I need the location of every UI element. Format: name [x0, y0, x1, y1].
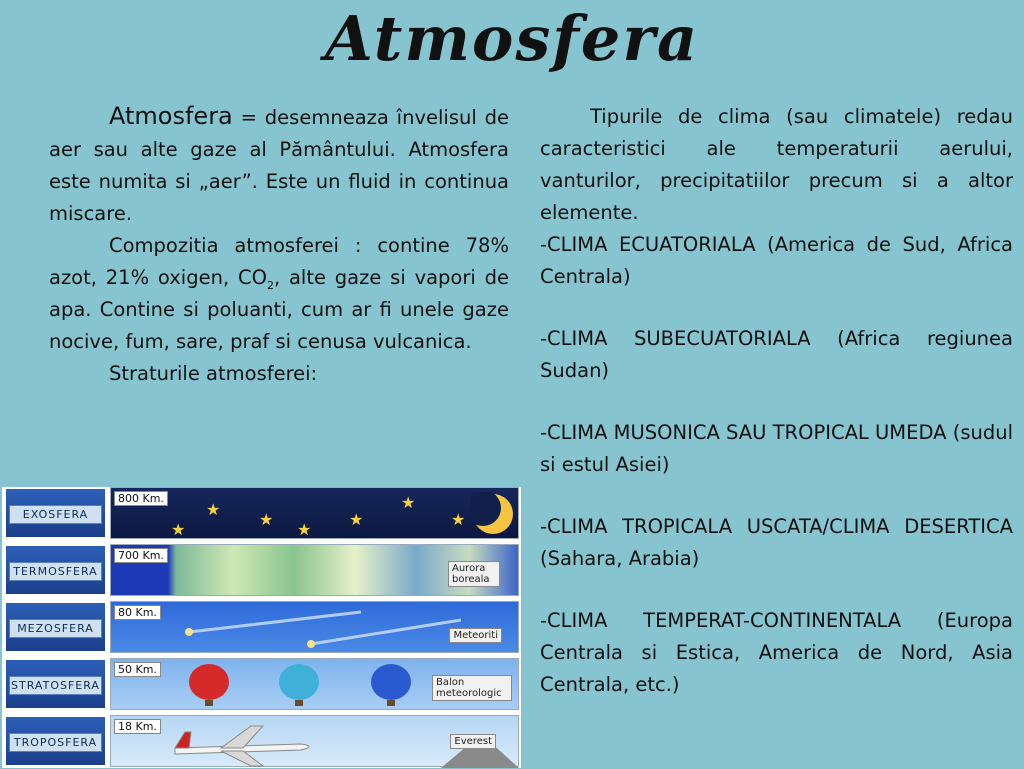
layer-name: EXOSFERA — [9, 505, 102, 524]
mesosphere-scene — [110, 601, 519, 653]
paragraph-layers-heading: Straturile atmosferei: — [109, 362, 318, 385]
stratosphere-scene — [110, 658, 519, 710]
climate-item-4: -CLIMA TROPICALA USCATA/CLIMA DESERTICA (Sahara, Arabia) — [540, 515, 1013, 570]
aurora-label: Aurora boreala — [448, 561, 500, 587]
altitude-label: 18 Km. — [114, 719, 161, 734]
definition-text: = desemneaza învelisul de aer sau alte gaze al Pământului. Atmosfera este numita si „aer”. Este un fluid in continua miscare. — [49, 106, 509, 225]
troposphere-scene — [110, 715, 519, 767]
layer-stratosfera — [2, 658, 521, 712]
climate-intro: Tipurile de clima (sau climatele) redau caracteristici ale temperaturii aerului, vanturilor, precipitatiilor precum si a altor elemente. — [540, 105, 1013, 224]
altitude-label: 50 Km. — [114, 662, 161, 677]
everest-label: Everest — [450, 734, 496, 749]
layer-troposfera — [2, 715, 521, 769]
layer-exosfera — [2, 487, 521, 541]
paragraph-composition — [49, 230, 509, 358]
climate-item-1: -CLIMA ECUATORIALA (America de Sud, Africa Centrala) — [540, 233, 1013, 288]
altitude-label: 800 Km. — [114, 491, 168, 506]
altitude-label: 700 Km. — [114, 548, 168, 563]
layer-name: TROPOSFERA — [9, 733, 102, 752]
meteor-icon — [171, 606, 471, 650]
layer-label-box — [4, 658, 107, 710]
thermosphere-scene — [110, 544, 519, 596]
moon-icon — [471, 492, 513, 536]
star-icon: ★ — [297, 520, 312, 539]
climate-item-2: -CLIMA SUBECUATORIALA (Africa regiunea Sudan) — [540, 327, 1013, 382]
layer-name: MEZOSFERA — [9, 619, 102, 638]
layer-mezosfera — [2, 601, 521, 655]
balloon-icons — [181, 662, 421, 710]
term-atmosfera: Atmosfera — [109, 102, 233, 130]
layer-label-box — [4, 601, 107, 653]
star-icon: ★ — [401, 493, 416, 512]
right-column — [540, 101, 1013, 701]
layer-termosfera — [2, 544, 521, 598]
star-icon: ★ — [259, 510, 274, 529]
layer-label-box — [4, 715, 107, 767]
layer-label-box — [4, 487, 107, 539]
left-column — [49, 100, 509, 390]
meteor-label: Meteoriti — [449, 628, 502, 643]
climate-item-3: -CLIMA MUSONICA SAU TROPICAL UMEDA (sudul si estul Asiei) — [540, 421, 1013, 476]
star-icon: ★ — [349, 510, 364, 529]
composition-text-a: Compozitia atmosferei : contine 78% azot, 21% oxigen, CO — [49, 234, 509, 289]
star-icon: ★ — [451, 510, 466, 529]
slide-title: Atmosfera — [324, 2, 700, 75]
star-icon: ★ — [206, 500, 221, 519]
climate-item-5: -CLIMA TEMPERAT-CONTINENTALA (Europa Centrala si Estica, America de Nord, Asia Centrala, etc.) — [540, 609, 1013, 696]
layer-name: STRATOSFERA — [9, 676, 102, 695]
airplane-icon — [171, 718, 321, 768]
layer-label-box — [4, 544, 107, 596]
exosphere-scene — [110, 487, 519, 539]
paragraph-definition — [49, 100, 509, 230]
balloon-label: Balon meteorologic — [432, 675, 512, 701]
altitude-label: 80 Km. — [114, 605, 161, 620]
layer-name: TERMOSFERA — [9, 562, 102, 581]
star-icon: ★ — [171, 520, 186, 539]
atmosphere-layers-figure — [2, 487, 521, 768]
co2-subscript: 2 — [266, 278, 274, 292]
composition-text-b: , alte gaze si vapori de apa. Contine si poluanti, cum ar fi unele gaze nocive, fum, sare, praf si cenusa vulcanica. — [49, 266, 509, 353]
